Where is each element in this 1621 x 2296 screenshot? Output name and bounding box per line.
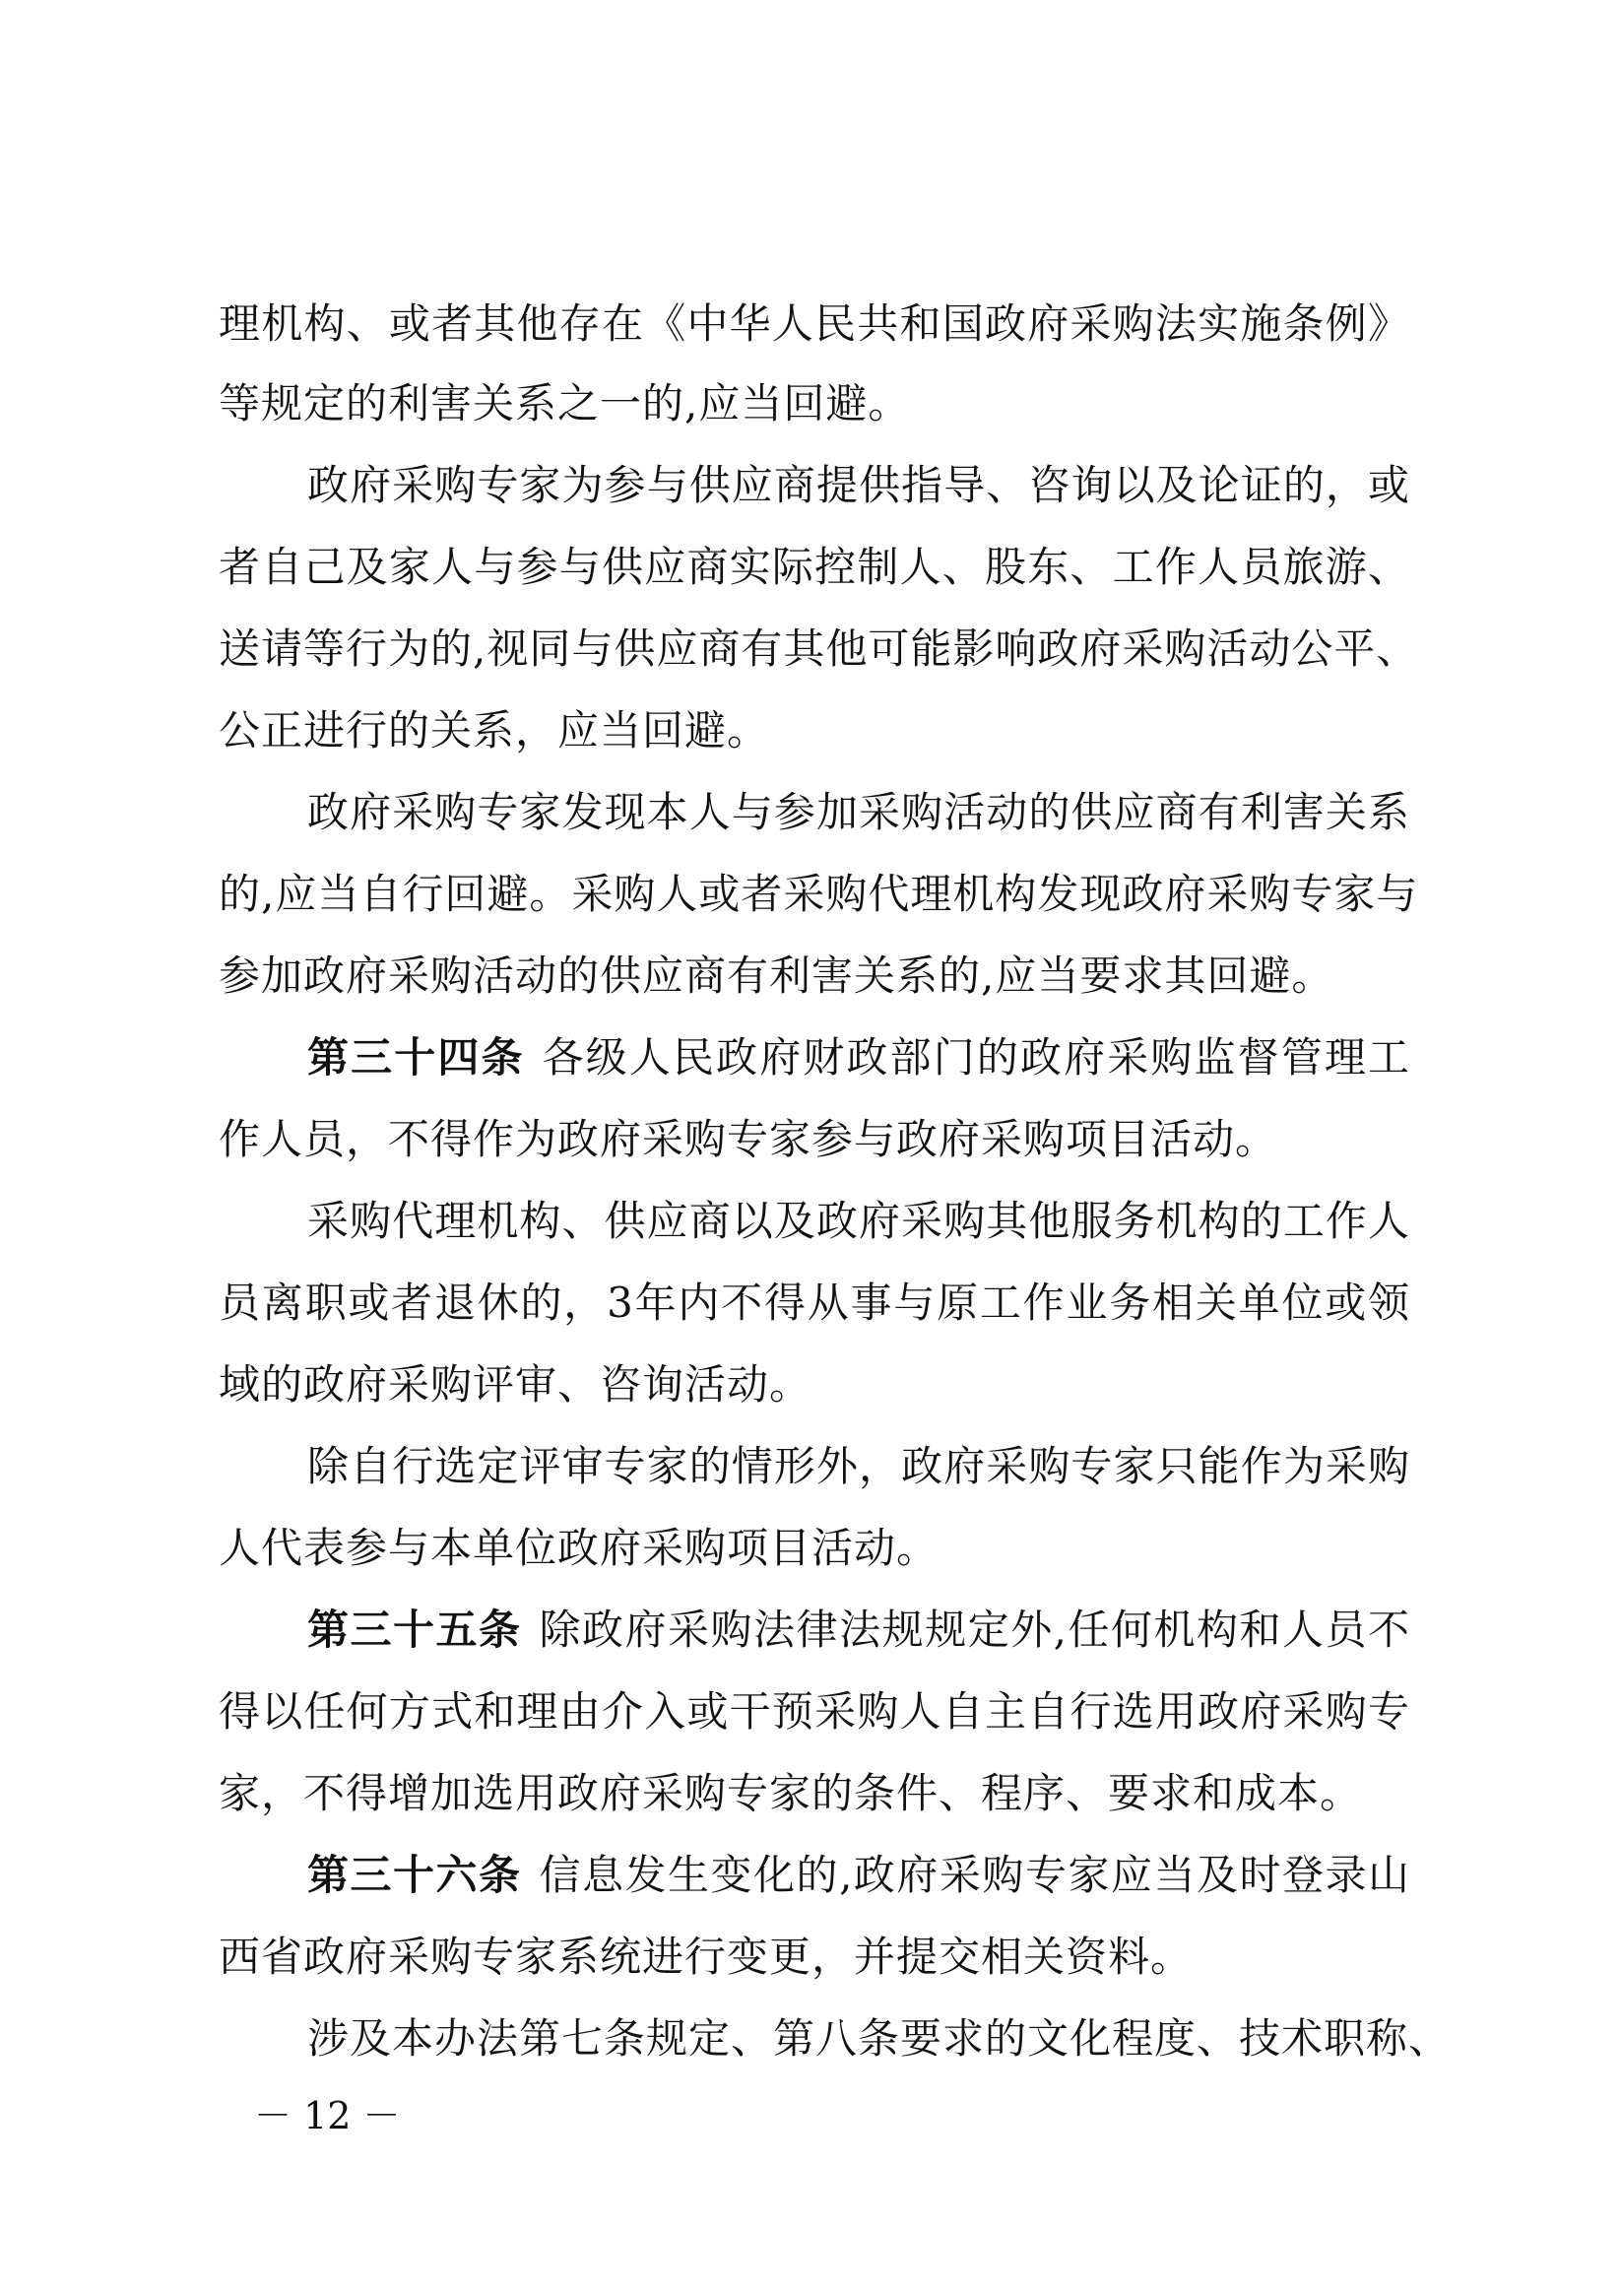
article-36-line: 第三十六条 信息发生变化的,政府采购专家应当及时登录山 — [307, 1851, 1410, 1899]
paragraph-first-line: 采购代理机构、供应商以及政府采购其他服务机构的工作人 — [307, 1197, 1410, 1245]
paragraph-first-line: 除自行选定评审专家的情形外，政府采购专家只能作为采购 — [307, 1442, 1410, 1490]
article-heading: 第三十五条 — [307, 1606, 522, 1654]
paragraph-line: 公正进行的关系，应当回避。 — [219, 706, 770, 754]
paragraph-line: 者自己及家人与参与供应商实际控制人、股东、工作人员旅游、 — [219, 543, 1410, 591]
paragraph-line: 的,应当自行回避。采购人或者采购代理机构发现政府采购专家与 — [219, 870, 1419, 918]
page-number: － 12 － — [254, 2094, 401, 2137]
paragraph-line: 员离职或者退休的，3年内不得从事与原工作业务相关单位或领 — [219, 1279, 1410, 1327]
paragraph-line: 域的政府采购评审、咨询活动。 — [219, 1360, 812, 1409]
paragraph-line: 送请等行为的,视同与供应商有其他可能影响政府采购活动公平、 — [219, 624, 1419, 673]
article-heading: 第三十四条 — [307, 1033, 525, 1082]
article-35-line: 第三十五条 除政府采购法律法规规定外,任何机构和人员不 — [307, 1606, 1410, 1654]
paragraph-line: 参加政府采购活动的供应商有利害关系的,应当要求其回避。 — [219, 951, 1334, 1000]
paragraph-first-line: 涉及本办法第七条规定、第八条要求的文化程度、技术职称、 — [307, 2014, 1452, 2063]
paragraph-line: 人代表参与本单位政府采购项目活动。 — [219, 1524, 940, 1572]
paragraph-first-line: 政府采购专家发现本人与参加采购活动的供应商有利害关系 — [307, 788, 1410, 836]
paragraph-first-line: 政府采购专家为参与供应商提供指导、咨询以及论证的，或 — [307, 461, 1410, 509]
article-heading: 第三十六条 — [307, 1851, 522, 1899]
paragraph-line: 家，不得增加选用政府采购专家的条件、程序、要求和成本。 — [219, 1769, 1363, 1817]
paragraph-line: 西省政府采购专家系统进行变更，并提交相关资料。 — [219, 1933, 1194, 1981]
paragraph-line: 理机构、或者其他存在《中华人民共和国政府采购法实施条例》 — [219, 299, 1410, 348]
paragraph-line: 作人员，不得作为政府采购专家参与政府采购项目活动。 — [219, 1115, 1278, 1163]
paragraph-line: 等规定的利害关系之一的,应当回避。 — [219, 379, 911, 427]
article-34-line: 第三十四条 各级人民政府财政部门的政府采购监督管理工 — [307, 1033, 1410, 1082]
paragraph-line: 得以任何方式和理由介入或干预采购人自主自行选用政府采购专 — [219, 1687, 1410, 1736]
